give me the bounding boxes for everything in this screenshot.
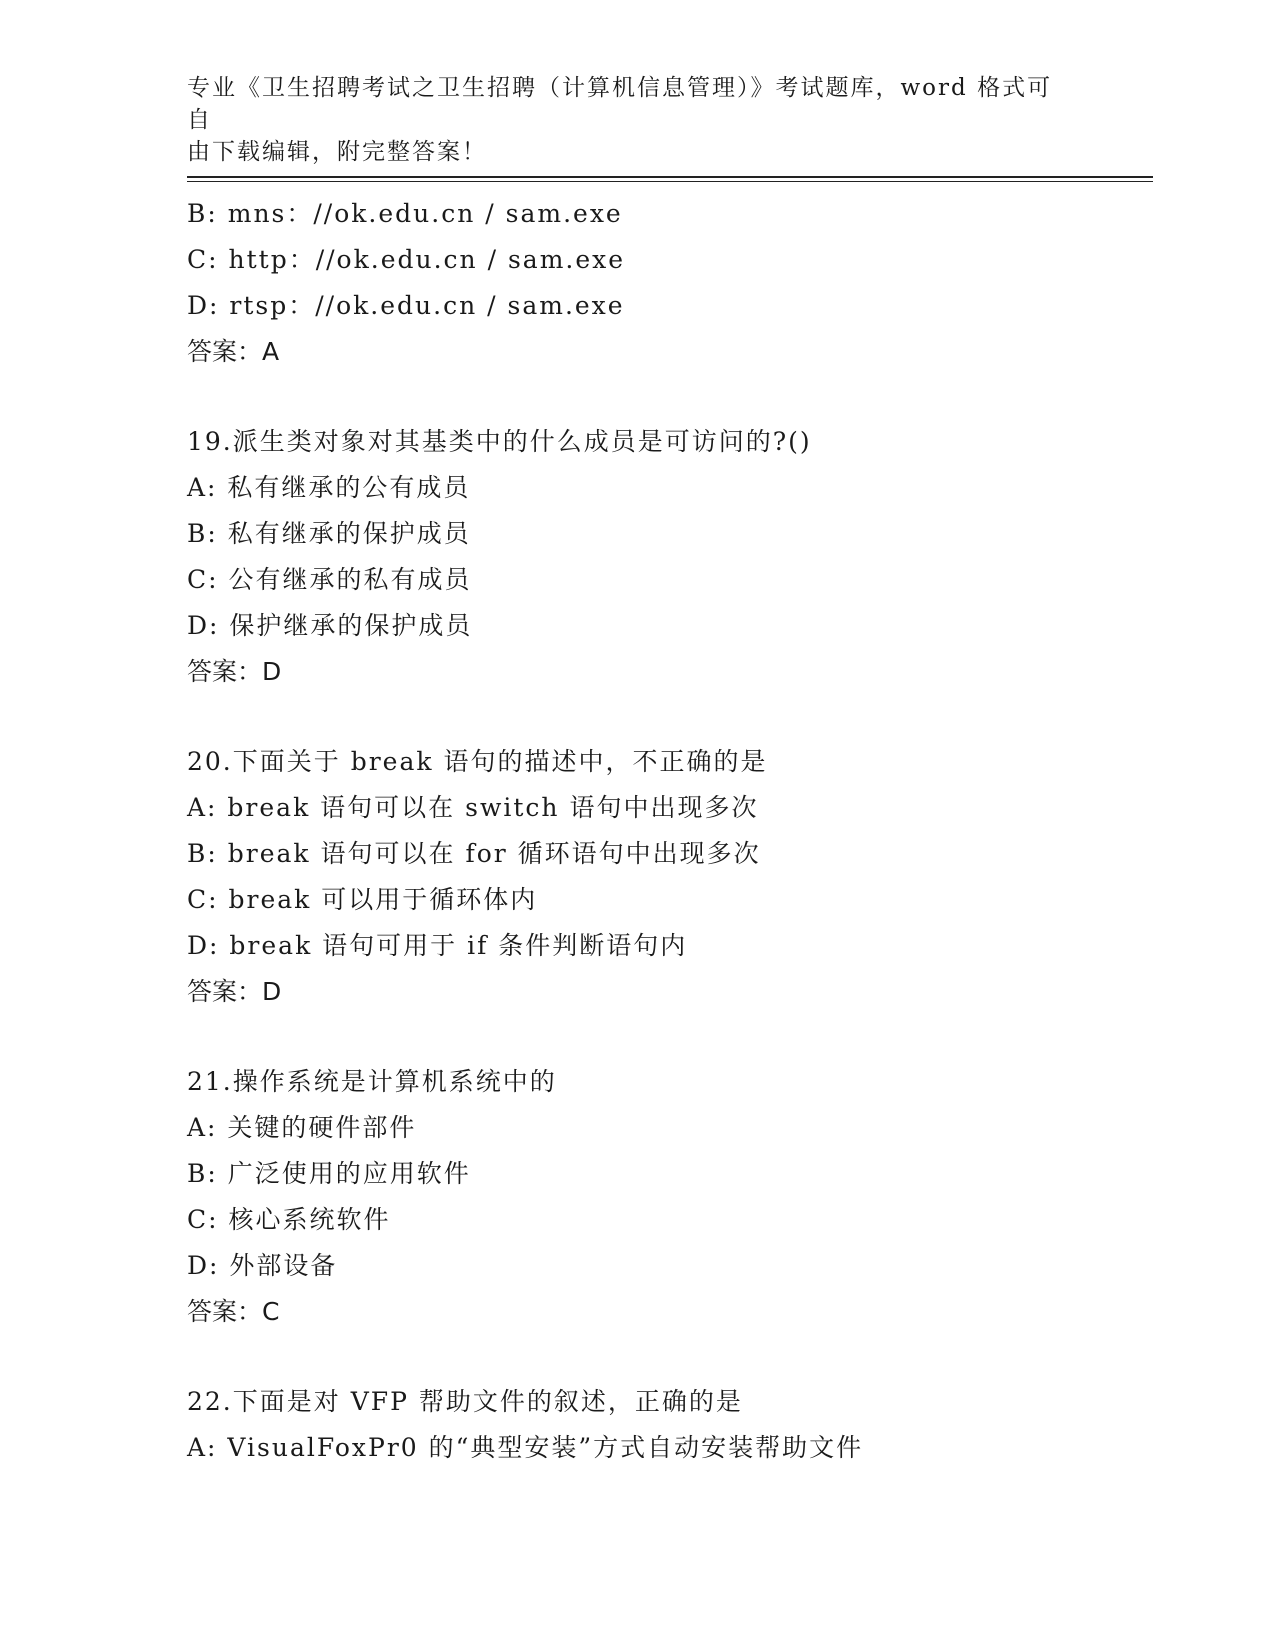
question-22	[187, 1379, 1153, 1471]
answer-line: 答案：D	[187, 657, 282, 686]
question-title: 20.下面关于 break 语句的描述中，不正确的是	[187, 747, 768, 776]
option-c: C: break 可以用于循环体内	[187, 885, 538, 914]
document-header	[187, 72, 1067, 168]
option-c: C: 公有继承的私有成员	[187, 565, 472, 594]
option-c: C: 核心系统软件	[187, 1205, 391, 1234]
question-title: 19.派生类对象对其基类中的什么成员是可访问的?()	[187, 427, 812, 456]
option-a: A: 关键的硬件部件	[187, 1113, 417, 1142]
option-b: B: 私有继承的保护成员	[187, 519, 471, 548]
option-d: D: break 语句可用于 if 条件判断语句内	[187, 931, 688, 960]
answer-line: 答案：D	[187, 977, 282, 1006]
question-title: 21.操作系统是计算机系统中的	[187, 1067, 557, 1096]
question-list	[187, 191, 1153, 1471]
option-b: B: break 语句可以在 for 循环语句中出现多次	[187, 839, 761, 868]
option-d: D: 外部设备	[187, 1251, 338, 1280]
question-title: 22.下面是对 VFP 帮助文件的叙述，正确的是	[187, 1387, 743, 1416]
option-a: A: break 语句可以在 switch 语句中出现多次	[187, 793, 759, 822]
header-line-1: 专业《卫生招聘考试之卫生招聘（计算机信息管理）》考试题库，word 格式可自	[187, 75, 1053, 133]
option-c: C: http：//ok.edu.cn / sam.exe	[187, 245, 626, 274]
option-a: A: VisualFoxPr0 的“典型安装”方式自动安装帮助文件	[187, 1433, 864, 1462]
header-rule-thick	[187, 176, 1153, 178]
option-b: B: mns：//ok.edu.cn / sam.exe	[187, 199, 623, 228]
answer-line: 答案：C	[187, 1297, 280, 1326]
option-a: A: 私有继承的公有成员	[187, 473, 471, 502]
question-19	[187, 419, 1153, 695]
header-rule-thin	[187, 181, 1153, 182]
question-21	[187, 1059, 1153, 1335]
continuation-block	[187, 191, 1153, 375]
header-line-2: 由下载编辑，附完整答案！	[187, 139, 487, 165]
question-20	[187, 739, 1153, 1015]
option-d: D: rtsp：//ok.edu.cn / sam.exe	[187, 291, 625, 320]
option-b: B: 广泛使用的应用软件	[187, 1159, 471, 1188]
option-d: D: 保护继承的保护成员	[187, 611, 473, 640]
answer-line: 答案：A	[187, 337, 280, 366]
